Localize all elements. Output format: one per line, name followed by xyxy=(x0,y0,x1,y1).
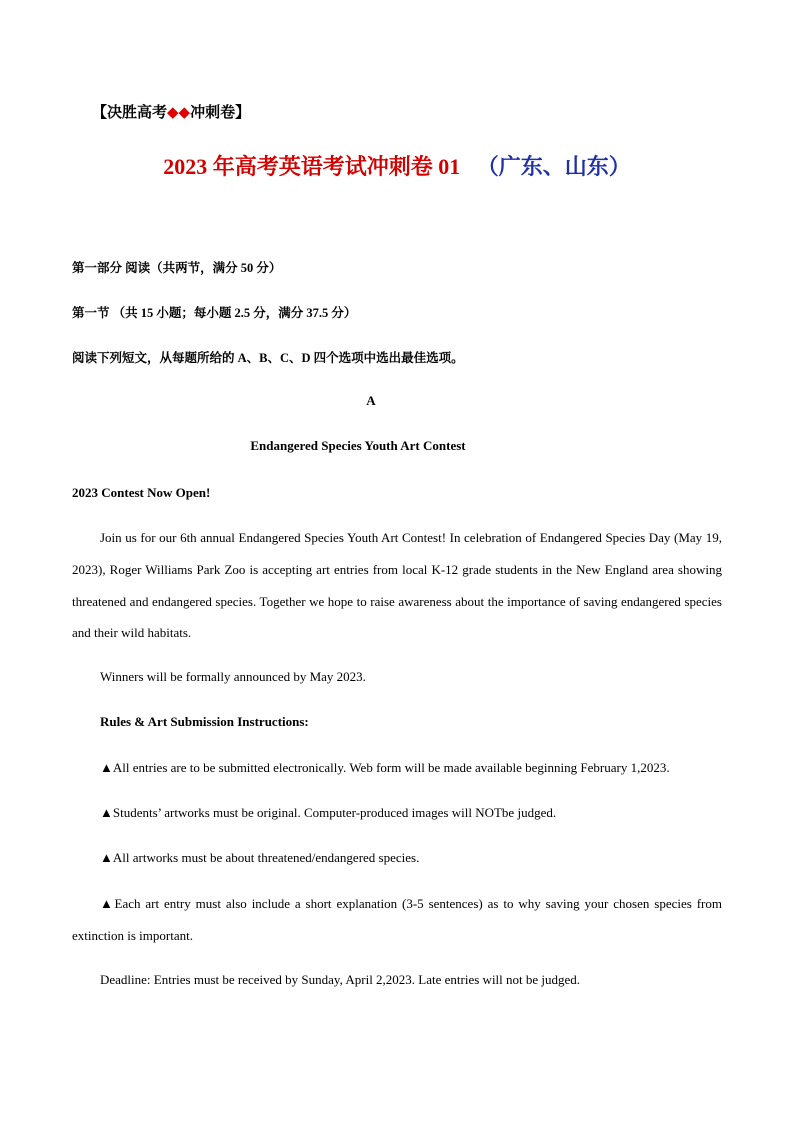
exam-title xyxy=(0,150,794,181)
rules-heading: Rules & Art Submission Instructions: xyxy=(100,714,309,729)
directions-text: 阅读下列短文，从每题所给的 A、B、C、D 四个选项中选出最佳选项。 xyxy=(72,351,464,365)
section-heading: 第一节 （共 15 小题；每小题 2.5 分，满分 37.5 分） xyxy=(72,306,357,320)
exam-series-tag xyxy=(92,101,250,122)
rule-item: ▲All artworks must be about threatened/endangered species. xyxy=(100,850,420,865)
passage-label: A xyxy=(366,393,376,408)
series-tag-right: 冲刺卷】 xyxy=(190,105,251,121)
rule-item: ▲Students’ artworks must be original. Computer-produced images will NOTbe judged. xyxy=(100,805,557,820)
intro-paragraph: Join us for our 6th annual Endangered Species Youth Art Contest! In celebration of Endangered Species Day (May 19, 2023), Roger Williams Park Zoo is accepting art entries from local K-12 grade students in the New England area showing threatened and endangered species. Together we hope to raise awareness about the importance of saving endangered species and their wild habitats. xyxy=(72,530,722,641)
passage-title: Endangered Species Youth Art Contest xyxy=(250,438,466,453)
passage-subheading: 2023 Contest Now Open! xyxy=(72,485,211,500)
exam-title-region: （广东、山东） xyxy=(476,154,631,179)
rule-item: ▲All entries are to be submitted electronically. Web form will be made available beginning February 1,2023. xyxy=(100,760,670,775)
winners-line: Winners will be formally announced by May 2023. xyxy=(100,669,366,684)
part-heading: 第一部分 阅读（共两节，满分 50 分） xyxy=(72,261,282,275)
diamond-icon: ◆◆ xyxy=(167,105,191,121)
rule-item: ▲Each art entry must also include a short explanation (3-5 sentences) as to why saving your chosen species from extinction is important. xyxy=(72,896,722,943)
series-tag-left: 【决胜高考 xyxy=(92,105,168,121)
deadline-line: Deadline: Entries must be received by Sunday, April 2,2023. Late entries will not be judged. xyxy=(100,972,581,987)
exam-title-main: 2023 年高考英语考试冲刺卷 01 xyxy=(163,154,461,179)
